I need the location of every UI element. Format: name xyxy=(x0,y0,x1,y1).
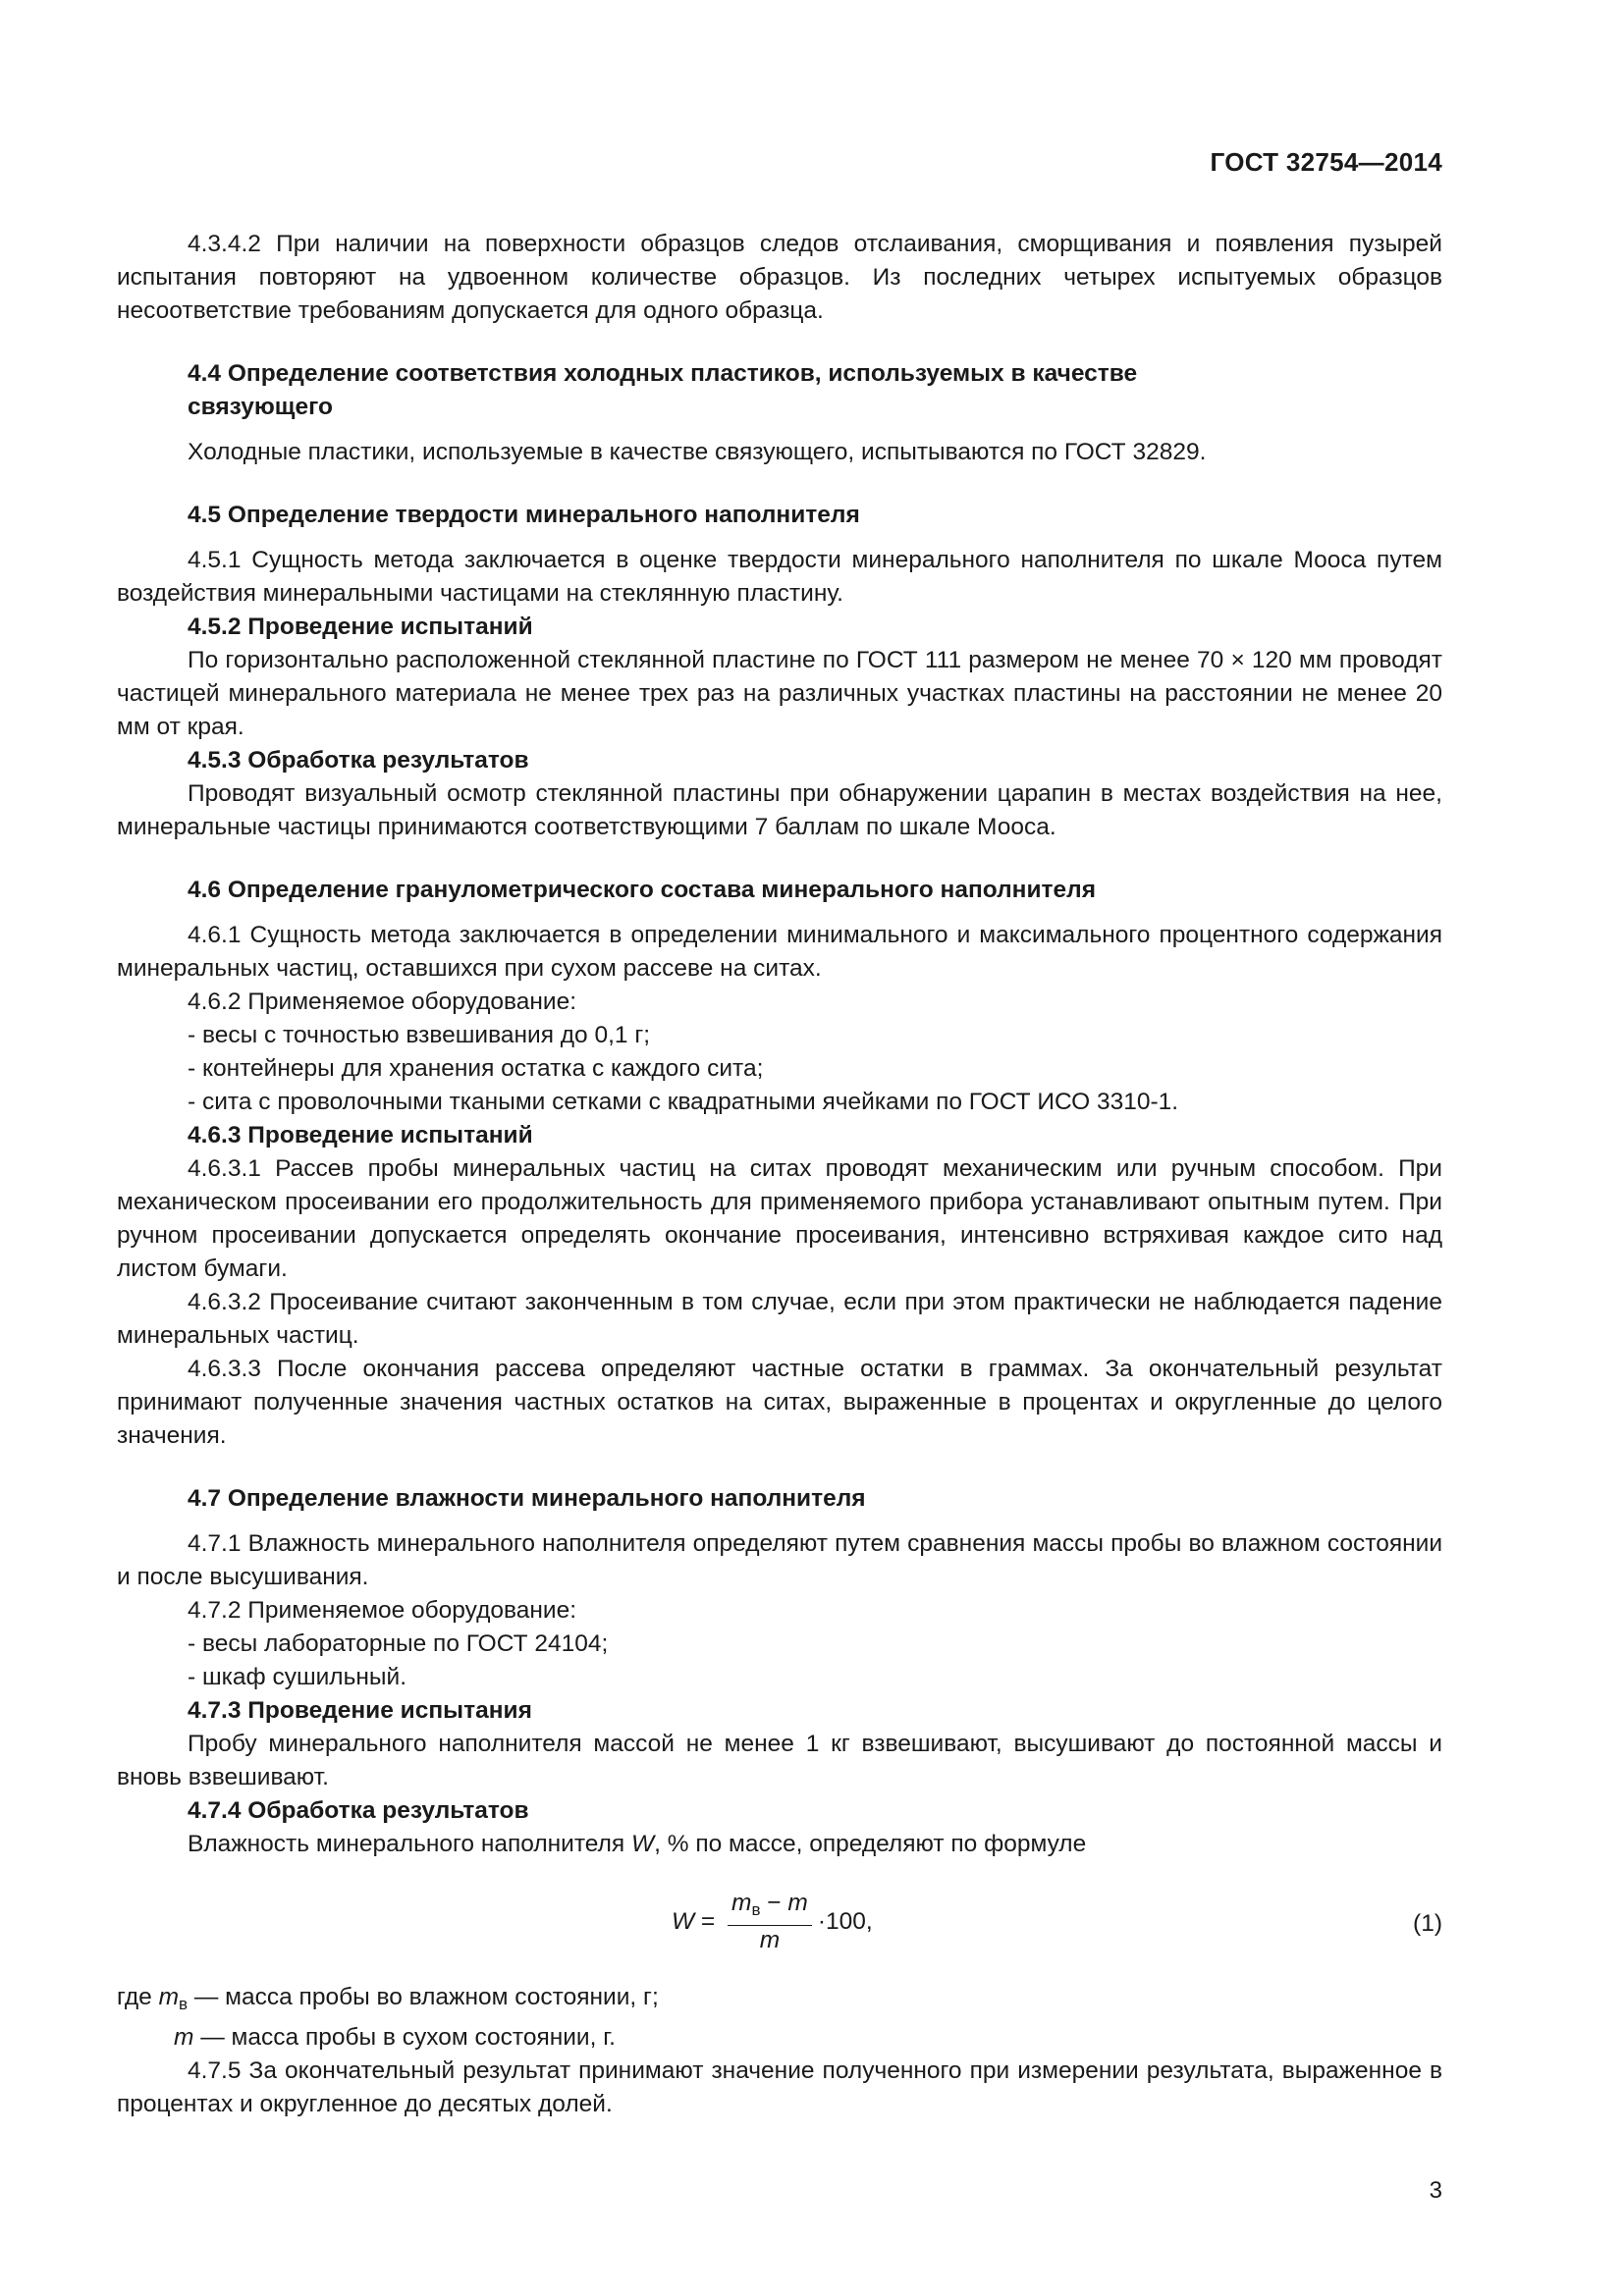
formula-tail: ·100, xyxy=(817,1908,873,1935)
formula-equals: = xyxy=(694,1908,723,1935)
formula-expression xyxy=(672,1889,873,1955)
paragraph-4-3-4-2: 4.3.4.2 При наличии на поверхности образцов следов отслаивания, сморщивания и появления пузырей испытания повторяют на удвоенном количестве образцов. Из последних четырех испытуемых образцов несоответствие требованиям допускается для одного образца. xyxy=(117,231,1442,324)
heading-4-5: 4.5 Определение твердости минерального наполнителя xyxy=(188,502,860,528)
paragraph-4-7-2: 4.7.2 Применяемое оборудование: xyxy=(188,1597,577,1624)
equation-number: (1) xyxy=(1413,1910,1442,1937)
paragraph-4-6-1: 4.6.1 Сущность метода заключается в определении минимального и максимального процентного содержания минеральных частиц, оставшихся при сухом рассеве на ситах. xyxy=(117,922,1442,982)
heading-4-7-4: 4.7.4 Обработка результатов xyxy=(188,1797,529,1824)
text-run: Влажность минерального наполнителя xyxy=(188,1831,631,1857)
var-m: m xyxy=(787,1890,808,1916)
paragraph-4-4: Холодные пластики, используемые в качестве связующего, испытываются по ГОСТ 32829. xyxy=(188,439,1207,465)
paragraph-4-6-3-1: 4.6.3.1 Рассев пробы минеральных частиц на ситах проводят механическим или ручным способом. При механическом просеивании его продолжительность для применяемого прибора устанавливают опытным путем. При ручном просеивании допускается определять окончание просеивания, интенсивно встряхивая каждое сито над листом бумаги. xyxy=(117,1155,1442,1282)
list-item: - весы лабораторные по ГОСТ 24104; xyxy=(188,1630,609,1657)
text-run: , % по массе, определяют по формуле xyxy=(654,1831,1087,1857)
standard-header: ГОСТ 32754—2014 xyxy=(1210,147,1442,177)
heading-4-7: 4.7 Определение влажности минерального наполнителя xyxy=(188,1485,866,1512)
heading-4-6-3: 4.6.3 Проведение испытаний xyxy=(188,1122,533,1148)
where-line-2 xyxy=(117,2021,1442,2055)
var-m: m xyxy=(158,1984,179,2010)
heading-4-7-3: 4.7.3 Проведение испытания xyxy=(188,1697,532,1724)
list-item: - шкаф сушильный. xyxy=(188,1664,407,1690)
paragraph-4-7-1: 4.7.1 Влажность минерального наполнителя определяют путем сравнения массы пробы во влажном состоянии и после высушивания. xyxy=(117,1530,1442,1590)
heading-4-4-line2: связующего xyxy=(188,394,333,420)
formula-numerator xyxy=(728,1889,812,1926)
where-line-1 xyxy=(117,1981,1442,2021)
formula-1 xyxy=(117,1883,1442,1971)
paragraph-4-6-3-3: 4.6.3.3 После окончания рассева определяют частные остатки в граммах. За окончательный результат принимают полученные значения частных остатков на ситах, выраженные в процентах и округленные до целого значения. xyxy=(117,1356,1442,1449)
heading-4-4-line1: 4.4 Определение соответствия холодных пластиков, используемых в качестве xyxy=(188,360,1138,387)
page-number: 3 xyxy=(1429,2177,1442,2204)
paragraph-4-6-3-2: 4.6.3.2 Просеивание считают законченным в том случае, если при этом практически не наблюдается падение минеральных частиц. xyxy=(117,1289,1442,1349)
paragraph-4-6-2: 4.6.2 Применяемое оборудование: xyxy=(188,988,577,1015)
var-m: m xyxy=(731,1890,752,1916)
formula-fraction xyxy=(728,1889,812,1955)
document-body xyxy=(117,228,1442,2121)
list-item: - сита с проволочными ткаными сетками с квадратными ячейками по ГОСТ ИСО 3310-1. xyxy=(188,1089,1179,1115)
minus: − xyxy=(760,1890,788,1916)
paragraph-4-7-3: Пробу минерального наполнителя массой не менее 1 кг взвешивают, высушивают до постоянной массы и вновь взвешивают. xyxy=(117,1731,1442,1790)
variable-w: W xyxy=(630,1831,655,1857)
paragraph-4-5-3: Проводят визуальный осмотр стеклянной пластины при обнаружении царапин в местах воздействия на нее, минеральные частицы принимаются соответствующими 7 баллам по шкале Мооса. xyxy=(117,780,1442,840)
subscript-v: в xyxy=(179,1995,189,2013)
formula-denominator: m xyxy=(759,1927,781,1953)
text-run: — масса пробы во влажном состоянии, г; xyxy=(188,1984,659,2010)
text-run: — масса пробы в сухом состоянии, г. xyxy=(193,2024,616,2051)
text-run: где xyxy=(117,1984,159,2010)
list-item: - контейнеры для хранения остатка с каждого сита; xyxy=(188,1055,764,1082)
subscript-v: в xyxy=(751,1900,761,1919)
paragraph-4-5-2: По горизонтально расположенной стеклянной пластине по ГОСТ 111 размером не менее 70 × 120 мм проводят частицей минерального материала не менее трех раз на различных участках пластины на расстоянии не менее 20 мм от края. xyxy=(117,647,1442,740)
list-item: - весы с точностью взвешивания до 0,1 г; xyxy=(188,1022,651,1048)
paragraph-4-7-4 xyxy=(117,1828,1442,1861)
formula-lhs: W xyxy=(672,1908,695,1935)
heading-4-5-2: 4.5.2 Проведение испытаний xyxy=(188,614,533,640)
var-m: m xyxy=(174,2024,194,2051)
paragraph-4-7-5: 4.7.5 За окончательный результат принимают значение полученного при измерении результата, выраженное в процентах и округленное до десятых долей. xyxy=(117,2057,1442,2117)
paragraph-4-5-1: 4.5.1 Сущность метода заключается в оценке твердости минерального наполнителя по шкале Мооса путем воздействия минеральными частицами на стеклянную пластину. xyxy=(117,547,1442,607)
heading-4-6: 4.6 Определение гранулометрического состава минерального наполнителя xyxy=(188,877,1097,903)
heading-4-5-3: 4.5.3 Обработка результатов xyxy=(188,747,529,774)
